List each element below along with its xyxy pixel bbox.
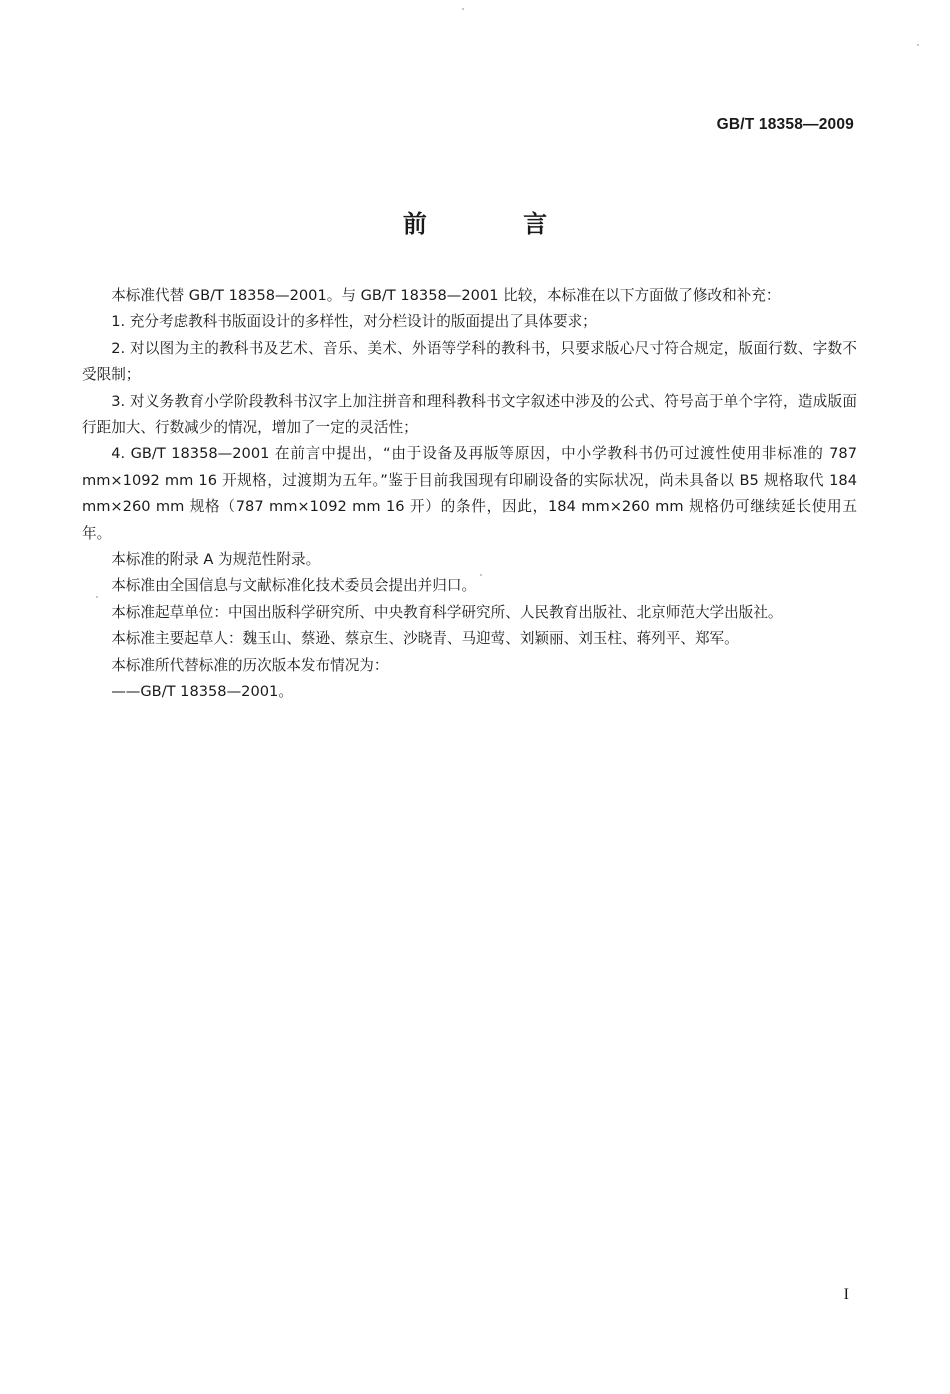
change-item-4: 4. GB/T 18358—2001 在前言中提出，“由于设备及再版等原因，中小学教科书仍可过渡性使用非标准的 787 mm×1092 mm 16 开规格，过渡期为五年。”鉴于目前我国现有印刷设备的实际状况，尚未具备以 B5 规格取代 184 mm×260 mm 规格（787 mm×1092 mm 16 开）的条件，因此，184 mm×260 mm 规格仍可继续延长使用五年。 (82, 445, 857, 542)
change-item-1: 1. 充分考虑教科书版面设计的多样性，对分栏设计的版面提出了具体要求； (111, 313, 597, 331)
version-history-heading: 本标准所代替标准的历次版本发布情况为： (111, 656, 389, 674)
scan-speck (462, 8, 464, 10)
drafting-units: 本标准起草单位：中国出版科学研究所、中央教育科学研究所、人民教育出版社、北京师范大学出版社。 (111, 603, 783, 621)
version-history-item: ——GB/T 18358—2001。 (111, 683, 293, 701)
scan-speck (480, 574, 482, 576)
change-item-3: 3. 对义务教育小学阶段教科书汉字上加注拼音和理科教科书文字叙述中涉及的公式、符号高于单个字符，造成版面行距加大、行数减少的情况，增加了一定的灵活性； (82, 392, 857, 437)
intro-paragraph: 本标准代替 GB/T 18358—2001。与 GB/T 18358—2001 比较，本标准在以下方面做了修改和补充： (111, 287, 781, 304)
foreword-body (82, 283, 857, 706)
main-drafters: 本标准主要起草人：魏玉山、蔡逊、蔡京生、沙晓青、马迎莺、刘颖丽、刘玉柱、蒋列平、郑军。 (111, 630, 739, 648)
appendix-statement: 本标准的附录 A 为规范性附录。 (111, 551, 321, 569)
page-title: 前 言 (402, 210, 592, 238)
page-number: I (843, 1286, 849, 1303)
scan-speck (96, 596, 98, 598)
change-item-2: 2. 对以图为主的教科书及艺术、音乐、美术、外语等学科的教科书，只要求版心尺寸符合规定，版面行数、字数不受限制； (82, 339, 857, 384)
proposer-statement: 本标准由全国信息与文献标准化技术委员会提出并归口。 (111, 577, 477, 595)
scan-speck (917, 44, 919, 46)
standard-code: GB/T 18358—2009 (716, 116, 854, 133)
